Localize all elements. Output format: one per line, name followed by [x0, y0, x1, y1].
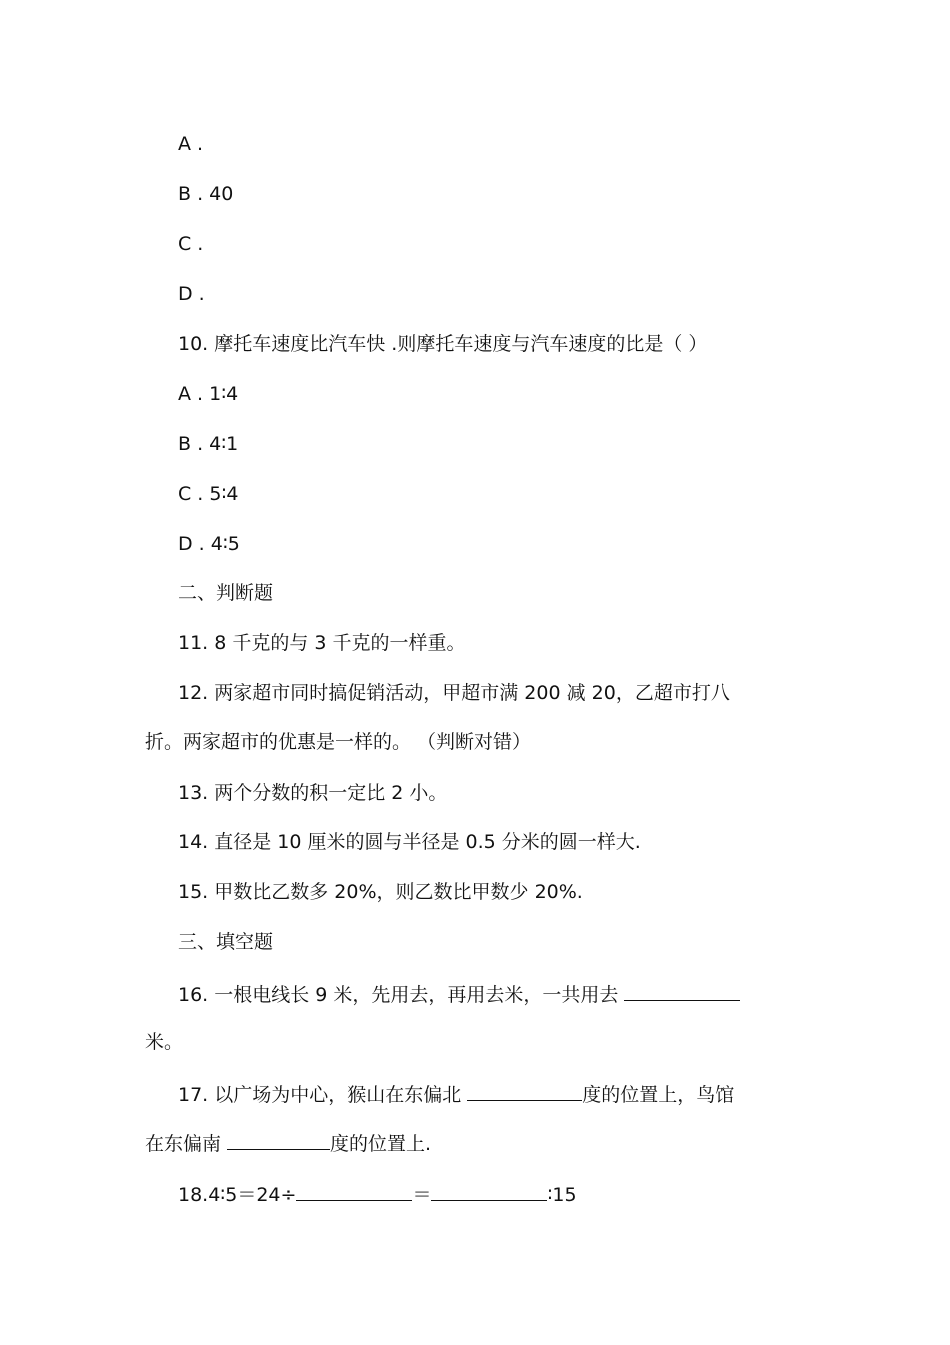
- q12-line2: 折。两家超市的优惠是一样的。 （判断对错）: [145, 731, 532, 753]
- q17-text-d: 度的位置上.: [330, 1133, 432, 1155]
- section-title-judgement: 二、判断题: [178, 582, 274, 604]
- q16-line1: [178, 980, 740, 1007]
- q17-line1: [178, 1080, 734, 1107]
- q18-text-a: 18.4∶5＝24÷: [178, 1184, 297, 1206]
- q10-option-b: B . 4∶1: [178, 433, 239, 455]
- q16-text: 16. 一根电线长 9 米，先用去，再用去米，一共用去: [178, 984, 625, 1006]
- q10-option-d: D . 4∶5: [178, 533, 240, 555]
- q17-text-b: 度的位置上，鸟馆: [582, 1084, 735, 1106]
- q18-text-c: ∶15: [547, 1184, 577, 1206]
- q11: 11. 8 千克的与 3 千克的一样重。: [178, 632, 466, 654]
- q17-line2: [145, 1129, 431, 1156]
- q13: 13. 两个分数的积一定比 2 小。: [178, 782, 448, 804]
- q16-line2: 米。: [145, 1031, 184, 1053]
- q10-stem: 10. 摩托车速度比汽车快 .则摩托车速度与汽车速度的比是（ ）: [178, 333, 708, 355]
- q10-option-a: A . 1∶4: [178, 383, 239, 405]
- q17-answer-blank-2[interactable]: [227, 1129, 330, 1150]
- q12-line1: 12. 两家超市同时搞促销活动，甲超市满 200 减 20，乙超市打八: [178, 682, 730, 704]
- q15: 15. 甲数比乙数多 20%，则乙数比甲数少 20%.: [178, 881, 583, 903]
- q17-answer-blank-1[interactable]: [467, 1080, 582, 1101]
- q9-option-c: C .: [178, 233, 204, 255]
- q10-option-c: C . 5∶4: [178, 483, 239, 505]
- q16-answer-blank[interactable]: [624, 980, 740, 1001]
- q18: [178, 1180, 577, 1207]
- section-title-fill-in: 三、填空题: [178, 931, 274, 953]
- q17-text-c: 在东偏南: [145, 1133, 228, 1155]
- q18-answer-blank-1[interactable]: [296, 1180, 412, 1201]
- q18-answer-blank-2[interactable]: [431, 1180, 547, 1201]
- q14: 14. 直径是 10 厘米的圆与半径是 0.5 分米的圆一样大.: [178, 831, 641, 853]
- q18-text-b: ＝: [412, 1184, 432, 1206]
- q9-option-d: D .: [178, 283, 205, 305]
- q17-text-a: 17. 以广场为中心，猴山在东偏北: [178, 1084, 468, 1106]
- q9-option-a: A .: [178, 133, 204, 155]
- q9-option-b: B . 40: [178, 183, 234, 205]
